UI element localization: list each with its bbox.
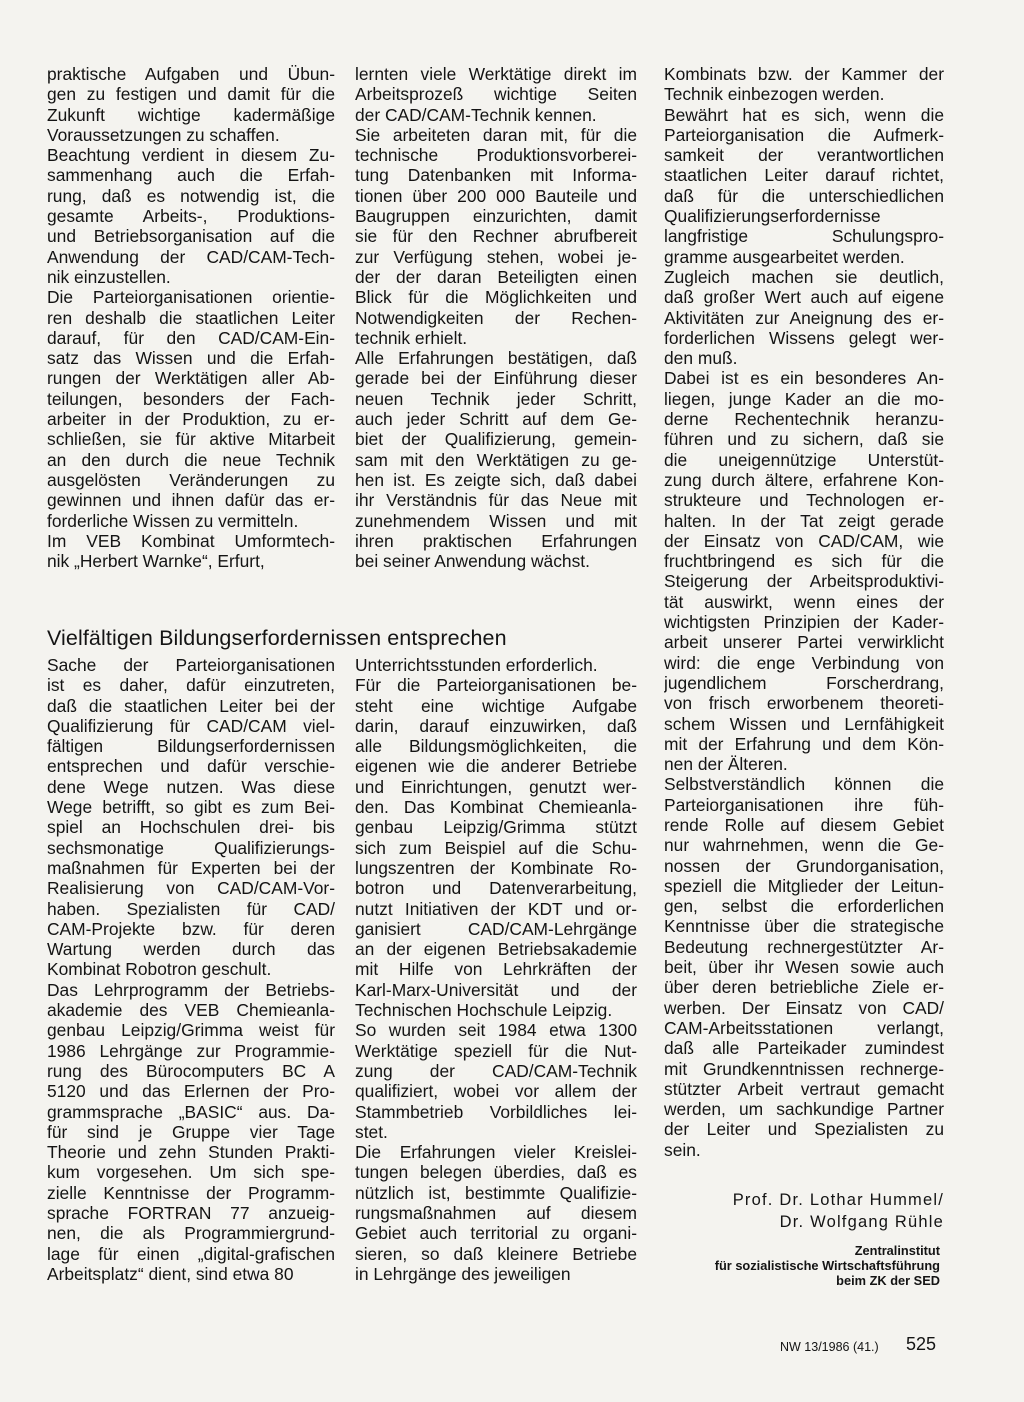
text-line: mit der Erfahrung und dem Kön- bbox=[664, 733, 944, 754]
text-line: speziell die Mitglieder der Leitun- bbox=[664, 875, 944, 896]
text-line: Parteiorganisationen ihre füh- bbox=[664, 794, 944, 815]
text-line: maßnahmen für Experten bei der bbox=[47, 857, 335, 878]
text-line: zur Verfügung stehen, wobei je- bbox=[355, 246, 637, 267]
text-line: entsprechen und dafür verschie- bbox=[47, 756, 335, 777]
text-line: liegen, junge Kader an die mo- bbox=[664, 388, 944, 409]
text-column-bottom-middle bbox=[355, 655, 637, 1284]
text-line: Dabei ist es ein besonderes An- bbox=[664, 368, 944, 389]
text-line: sammenhang auch die Erfah- bbox=[47, 165, 335, 186]
text-line: nutzt Initiativen der KDT und or- bbox=[355, 898, 637, 919]
text-line: rende Rolle auf diesem Gebiet bbox=[664, 814, 944, 835]
text-line: steht eine wichtige Aufgabe bbox=[355, 695, 637, 716]
text-line: So wurden seit 1984 etwa 1300 bbox=[355, 1020, 637, 1041]
text-line: Die Erfahrungen vieler Kreislei- bbox=[355, 1142, 637, 1163]
text-line: zielle Kenntnisse der Programm- bbox=[47, 1182, 335, 1203]
text-line: Technik einbezogen werden. bbox=[664, 84, 885, 105]
text-line: rung des Bürocomputers BC A bbox=[47, 1060, 335, 1081]
author-line: Prof. Dr. Lothar Hummel/ bbox=[732, 1191, 944, 1209]
text-line: Beachtung verdient in diesem Zu- bbox=[47, 145, 335, 166]
text-line: Bedeutung rechnergestützter Ar- bbox=[664, 936, 944, 957]
text-line: auch jeder Schritt auf dem Ge- bbox=[355, 409, 637, 430]
author-byline bbox=[664, 1189, 944, 1233]
text-line: mit Hilfe von Lehrkräften der bbox=[355, 959, 637, 980]
text-line: Arbeitsprozeß wichtige Seiten bbox=[355, 84, 637, 105]
text-line: gerade bei der Einführung dieser bbox=[355, 368, 637, 389]
text-line: Aktivitäten zur Aneignung des er- bbox=[664, 307, 944, 328]
text-line: Kombinat Robotron geschult. bbox=[47, 959, 272, 980]
text-line: Karl-Marx-Universität und der bbox=[355, 979, 637, 1000]
text-line: biet der Qualifizierung, gemein- bbox=[355, 429, 637, 450]
text-column-bottom-left bbox=[47, 655, 335, 1284]
text-line: Bewährt hat es sich, wenn die bbox=[664, 104, 944, 125]
text-line: botron und Datenverarbeitung, bbox=[355, 878, 637, 899]
text-line: werden, um sachkundige Partner bbox=[664, 1099, 944, 1120]
text-line: sich zum Beispiel auf die Schu- bbox=[355, 837, 637, 858]
text-line: ihren praktischen Erfahrungen bbox=[355, 530, 637, 551]
text-line: lungszentren der Kombinate Ro- bbox=[355, 857, 637, 878]
author-line: Dr. Wolfgang Rühle bbox=[779, 1213, 944, 1231]
text-line: qualifiziert, wobei vor allem der bbox=[355, 1081, 637, 1102]
text-line: daß für die unterschiedlichen bbox=[664, 185, 944, 206]
text-line: praktische Aufgaben und Übun- bbox=[47, 64, 335, 84]
affiliation-line: für sozialistische Wirtschaftsführung bbox=[714, 1258, 940, 1273]
text-line: ihr Verständnis für das Neue mit bbox=[355, 490, 637, 511]
text-line: Für die Parteiorganisationen be- bbox=[355, 675, 637, 696]
text-line: schließen, sie für aktive Mitarbeit bbox=[47, 429, 335, 450]
text-line: an den durch die neue Technik bbox=[47, 449, 335, 470]
text-line: ganisiert CAD/CAM-Lehrgänge bbox=[355, 918, 637, 939]
text-line: Wege betrifft, so gibt es zum Bei- bbox=[47, 797, 335, 818]
text-line: zung der CAD/CAM-Technik bbox=[355, 1060, 637, 1081]
text-line: über deren betriebliche Ziele er- bbox=[664, 977, 944, 998]
text-line: den muß. bbox=[664, 348, 738, 369]
text-line: Das Lehrprogramm der Betriebs- bbox=[47, 979, 335, 1000]
text-line: der Leiter und Spezialisten zu bbox=[664, 1119, 944, 1140]
text-line: daß großer Wert auch auf eigene bbox=[664, 287, 944, 308]
text-line: Kenntnisse über die strategische bbox=[664, 916, 944, 937]
text-line: Die Parteiorganisationen orientie- bbox=[47, 287, 335, 308]
text-line: von frisch erworbenem theoreti- bbox=[664, 693, 944, 714]
text-line: Im VEB Kombinat Umformtech- bbox=[47, 530, 335, 551]
text-line: und Betriebsorganisation auf die bbox=[47, 226, 335, 247]
issue-reference: NW 13/1986 (41.) bbox=[780, 1340, 879, 1354]
text-line: Stammbetrieb Vorbildliches lei- bbox=[355, 1101, 637, 1122]
text-line: samkeit der verantwortlichen bbox=[664, 145, 944, 166]
text-line: führen und zu sichern, daß sie bbox=[664, 429, 944, 450]
text-line: 1986 Lehrgänge zur Programmie- bbox=[47, 1040, 335, 1061]
text-line: ren deshalb die staatlichen Leiter bbox=[47, 307, 335, 328]
text-line: tung Datenbanken mit Informa- bbox=[355, 165, 637, 186]
text-line: genbau Leipzig/Grimma stützt bbox=[355, 817, 637, 838]
text-line: kum vorgesehen. Um sich spe- bbox=[47, 1162, 335, 1183]
text-line: sechsmonatige Qualifizierungs- bbox=[47, 837, 335, 858]
text-line: bei seiner Anwendung wächst. bbox=[355, 551, 590, 572]
text-line: fruchtbringend es sich für die bbox=[664, 551, 944, 572]
text-line: wichtigsten Prinzipien der Kader- bbox=[664, 612, 944, 633]
text-line: gramme ausgearbeitet werden. bbox=[664, 246, 905, 267]
text-line: forderliche Wissen zu vermitteln. bbox=[47, 510, 299, 531]
text-column-right bbox=[664, 64, 944, 1160]
text-line: ausgelösten Veränderungen zu bbox=[47, 469, 335, 490]
text-line: Notwendigkeiten der Rechen- bbox=[355, 307, 637, 328]
text-line: sieren, so daß kleinere Betriebe bbox=[355, 1243, 637, 1264]
text-line: an der eigenen Betriebsakademie bbox=[355, 939, 637, 960]
text-line: sie für den Rechner abrufbereit bbox=[355, 226, 637, 247]
text-line: akademie des VEB Chemieanla- bbox=[47, 1000, 335, 1021]
text-line: daß die staatlichen Leiter bei der bbox=[47, 695, 335, 716]
text-line: halten. In der Tat zeigt gerade bbox=[664, 510, 944, 531]
text-line: gen zu festigen und damit für die bbox=[47, 84, 335, 105]
text-line: Qualifizierungserfordernisse bbox=[664, 206, 881, 227]
text-line: Baugruppen einzurichten, damit bbox=[355, 206, 637, 227]
text-line: nossen der Grundorganisation, bbox=[664, 855, 944, 876]
text-line: Wartung werden durch das bbox=[47, 939, 335, 960]
text-line: haben. Spezialisten für CAD/ bbox=[47, 898, 335, 919]
text-line: tungen belegen überdies, daß es bbox=[355, 1162, 637, 1183]
text-line: zunehmendem Wissen und mit bbox=[355, 510, 637, 531]
text-line: alle Bildungsmöglichkeiten, die bbox=[355, 736, 637, 757]
text-line: derne Rechentechnik heranzu- bbox=[664, 409, 944, 430]
text-line: nen der Älteren. bbox=[664, 754, 788, 775]
text-line: sprache FORTRAN 77 anzueig- bbox=[47, 1203, 335, 1224]
text-line: spiel an Hochschulen drei- bis bbox=[47, 817, 335, 838]
text-line: nur wahrnehmen, wenn die Ge- bbox=[664, 835, 944, 856]
text-line: nützlich ist, bestimmte Qualifizie- bbox=[355, 1182, 637, 1203]
page-number: 525 bbox=[906, 1334, 937, 1354]
text-line: jugendlichem Forscherdrang, bbox=[664, 672, 944, 693]
text-line: arbeiter in der Produktion, zu er- bbox=[47, 409, 335, 430]
text-line: wird: die enge Verbindung von bbox=[664, 652, 944, 673]
text-line: lernten viele Werktätige direkt im bbox=[355, 64, 637, 84]
text-line: tät auswirkt, wenn eines der bbox=[664, 591, 944, 612]
text-line: darauf, für den CAD/CAM-Ein- bbox=[47, 327, 335, 348]
section-heading: Vielfältigen Bildungserfordernissen entsprechen bbox=[47, 625, 507, 650]
text-line: eigenen wie die anderer Betriebe bbox=[355, 756, 637, 777]
text-line: teilungen, besonders der Fach- bbox=[47, 388, 335, 409]
text-line: CAM-Arbeitsstationen verlangt, bbox=[664, 1017, 944, 1038]
text-line: Blick für die Möglichkeiten und bbox=[355, 287, 637, 308]
text-line: stützter Arbeit vertraut gemacht bbox=[664, 1078, 944, 1099]
text-line: genbau Leipzig/Grimma weist für bbox=[47, 1020, 335, 1041]
text-line: 5120 und das Erlernen der Pro- bbox=[47, 1081, 335, 1102]
text-line: technik erhielt. bbox=[355, 327, 468, 348]
text-line: sein. bbox=[664, 1139, 701, 1160]
text-line: Technischen Hochschule Leipzig. bbox=[355, 1000, 613, 1021]
text-line: in Lehrgänge des jeweiligen bbox=[355, 1263, 571, 1284]
text-line: der Einsatz von CAD/CAM, wie bbox=[664, 530, 944, 551]
text-line: langfristige Schulungspro- bbox=[664, 226, 944, 247]
text-line: Zugleich machen sie deutlich, bbox=[664, 266, 944, 287]
text-line: fältigen Bildungserfordernissen bbox=[47, 736, 335, 757]
text-line: hen ist. Es zeigte sich, daß dabei bbox=[355, 469, 637, 490]
text-line: technische Produktionsvorberei- bbox=[355, 145, 637, 166]
text-line: tionen über 200 000 Bauteile und bbox=[355, 185, 637, 206]
text-line: der CAD/CAM-Technik kennen. bbox=[355, 104, 597, 125]
text-line: beit, über ihr Wesen sowie auch bbox=[664, 957, 944, 978]
text-line: grammsprache „BASIC“ aus. Da- bbox=[47, 1101, 335, 1122]
text-line: Qualifizierung für CAD/CAM viel- bbox=[47, 715, 335, 736]
text-line: gewinnen und ihnen dafür das er- bbox=[47, 490, 335, 511]
text-line: rung, daß es notwendig ist, die bbox=[47, 185, 335, 206]
text-line: staatlichen Leiter darauf richtet, bbox=[664, 165, 944, 186]
text-line: werben. Der Einsatz von CAD/ bbox=[664, 997, 944, 1018]
text-line: Gebiet auch territorial zu organi- bbox=[355, 1223, 637, 1244]
text-line: strukteure und Technologen er- bbox=[664, 490, 944, 511]
affiliation-line: beim ZK der SED bbox=[836, 1273, 940, 1288]
text-line: neuen Technik jeder Schritt, bbox=[355, 388, 637, 409]
text-line: Parteiorganisation die Aufmerk- bbox=[664, 124, 944, 145]
text-line: Voraussetzungen zu schaffen. bbox=[47, 124, 280, 145]
text-line: Sache der Parteiorganisationen bbox=[47, 655, 335, 675]
text-line: mit Grundkenntnissen rechnerge- bbox=[664, 1058, 944, 1079]
text-line: dene Wege nutzen. Was diese bbox=[47, 776, 335, 797]
text-line: Sie arbeiteten daran mit, für die bbox=[355, 124, 637, 145]
author-affiliation bbox=[664, 1243, 940, 1288]
text-column-top-left bbox=[47, 64, 335, 571]
text-line: die uneigennützige Unterstüt- bbox=[664, 449, 944, 470]
text-line: der der daran Beteiligten einen bbox=[355, 266, 637, 287]
text-line: forderlichen Wissens gelegt wer- bbox=[664, 327, 944, 348]
text-line: sam mit den Werktätigen zu ge- bbox=[355, 449, 637, 470]
text-line: Realisierung von CAD/CAM-Vor- bbox=[47, 878, 335, 899]
text-line: ist es daher, dafür einzutreten, bbox=[47, 675, 335, 696]
text-line: CAM-Projekte bzw. für deren bbox=[47, 918, 335, 939]
text-line: schem Wissen und Lernfähigkeit bbox=[664, 713, 944, 734]
text-line: Selbstverständlich können die bbox=[664, 774, 944, 795]
text-line: daß alle Parteikader zumindest bbox=[664, 1038, 944, 1059]
text-line: für sind je Gruppe vier Tage bbox=[47, 1121, 335, 1142]
text-line: rungsmaßnahmen auf diesem bbox=[355, 1203, 637, 1224]
text-line: darin, darauf einzuwirken, daß bbox=[355, 715, 637, 736]
text-line: Alle Erfahrungen bestätigen, daß bbox=[355, 348, 637, 369]
text-line: und Einrichtungen, genutzt wer- bbox=[355, 776, 637, 797]
text-line: arbeit unserer Partei verwirklicht bbox=[664, 632, 944, 653]
text-line: Steigerung der Arbeitsproduktivi- bbox=[664, 571, 944, 592]
text-column-top-middle bbox=[355, 64, 637, 571]
text-line: gesamte Arbeits-, Produktions- bbox=[47, 206, 335, 227]
text-line: nik „Herbert Warnke“, Erfurt, bbox=[47, 551, 265, 572]
text-line: Kombinats bzw. der Kammer der bbox=[664, 64, 944, 84]
text-line: rungen der Werktätigen aller Ab- bbox=[47, 368, 335, 389]
text-line: Theorie und zehn Stunden Prakti- bbox=[47, 1142, 335, 1163]
text-line: Anwendung der CAD/CAM-Tech- bbox=[47, 246, 335, 267]
text-line: nik einzustellen. bbox=[47, 266, 171, 287]
affiliation-line: Zentralinstitut bbox=[854, 1243, 940, 1258]
text-line: Unterrichtsstunden erforderlich. bbox=[355, 655, 598, 675]
text-line: stet. bbox=[355, 1121, 388, 1142]
text-line: satz das Wissen und die Erfah- bbox=[47, 348, 335, 369]
text-line: lage für einen „digital-grafischen bbox=[47, 1243, 335, 1264]
text-line: Werktätige speziell für die Nut- bbox=[355, 1040, 637, 1061]
text-line: den. Das Kombinat Chemieanla- bbox=[355, 797, 637, 818]
text-line: Zukunft wichtige kadermäßige bbox=[47, 104, 335, 125]
text-line: gen, selbst die erforderlichen bbox=[664, 896, 944, 917]
text-line: zung durch ältere, erfahrene Kon- bbox=[664, 469, 944, 490]
text-line: nen, die als Programmiergrund- bbox=[47, 1223, 335, 1244]
text-line: Arbeitsplatz“ dient, sind etwa 80 bbox=[47, 1263, 294, 1284]
